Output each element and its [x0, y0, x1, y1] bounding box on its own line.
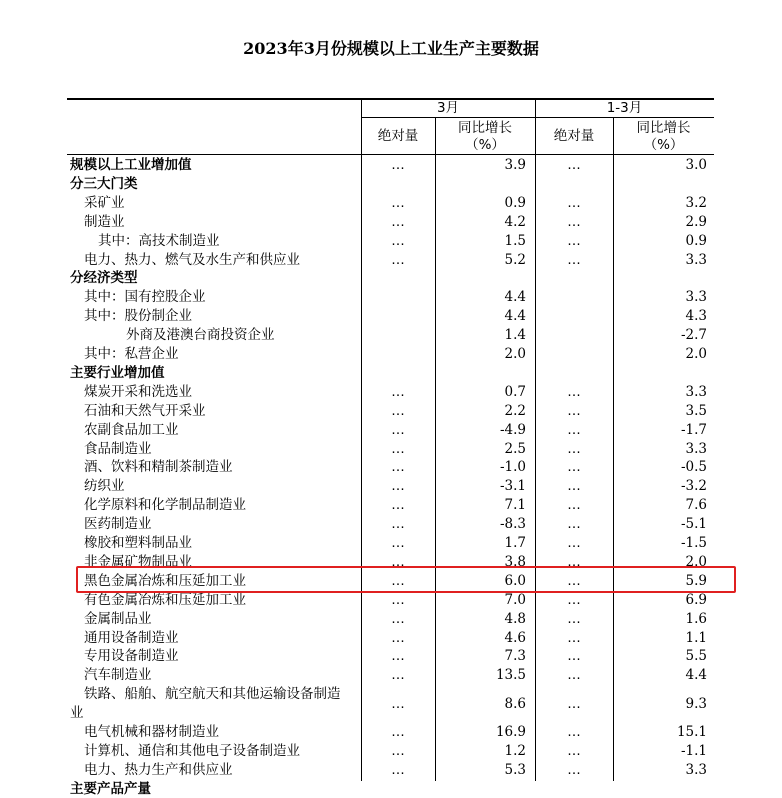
row-growth-march: 4.2	[504, 213, 526, 230]
row-growth-q1: -2.7	[680, 327, 707, 344]
row-growth-q1: 1.6	[685, 610, 707, 627]
header-growth-2-unit: （%）	[643, 137, 684, 153]
row-abs-march: …	[391, 591, 405, 608]
row-growth-march: 0.9	[504, 194, 526, 211]
row-label: 其中：股份制企业	[84, 308, 192, 325]
row-abs-march: …	[391, 553, 405, 570]
row-label: 橡胶和塑料制品业	[84, 535, 192, 551]
row-label: 酒、饮料和精制茶制造业	[84, 459, 233, 476]
row-growth-q1: 2.0	[685, 553, 707, 570]
row-growth-march: 4.4	[504, 289, 526, 306]
row-abs-q1: …	[567, 232, 581, 249]
row-growth-q1: 7.6	[685, 497, 707, 514]
row-label: 主要产品产量	[70, 780, 151, 797]
row-growth-march: 2.0	[504, 346, 526, 362]
row-growth-march: 2.2	[504, 402, 526, 419]
row-label: 电气机械和器材制造业	[84, 724, 219, 740]
row-abs-q1: …	[567, 553, 581, 570]
row-abs-march: …	[391, 232, 405, 249]
row-label: 采矿业	[84, 194, 125, 211]
row-label: 纺织业	[84, 478, 125, 495]
row-growth-march: 4.6	[504, 629, 526, 646]
row-abs-q1: …	[567, 667, 581, 684]
row-growth-march: 1.4	[504, 327, 526, 344]
row-abs-q1: …	[567, 383, 581, 400]
row-growth-q1: -3.2	[680, 478, 707, 495]
row-growth-q1: 3.3	[685, 383, 707, 400]
row-growth-march: 1.2	[504, 742, 526, 759]
row-abs-q1: …	[567, 535, 581, 551]
row-abs-march: …	[391, 459, 405, 476]
row-abs-march: …	[391, 157, 405, 173]
row-growth-march: 6.0	[504, 572, 526, 589]
header-growth-1-unit: （%）	[465, 137, 505, 153]
row-growth-march: 2.5	[504, 440, 526, 457]
row-growth-q1: 6.9	[685, 591, 707, 608]
row-abs-q1: …	[567, 591, 581, 608]
row-abs-q1: …	[567, 516, 581, 533]
row-abs-q1: …	[567, 610, 581, 627]
row-growth-march: 7.3	[504, 648, 526, 665]
row-growth-march: 0.7	[504, 383, 526, 400]
row-growth-q1: 2.9	[685, 213, 707, 230]
row-growth-q1: 4.3	[685, 308, 707, 325]
header-bottom-rule	[67, 154, 714, 155]
row-label: 其中：高技术制造业	[98, 232, 220, 249]
row-label: 外商及港澳台商投资企业	[126, 327, 275, 344]
row-growth-march: 7.0	[504, 591, 526, 608]
row-growth-march: 16.9	[495, 724, 526, 740]
row-abs-q1: …	[567, 478, 581, 495]
row-label: 石油和天然气开采业	[84, 402, 206, 419]
header-period-march: 3月	[436, 100, 460, 116]
row-abs-march: …	[391, 629, 405, 646]
row-growth-q1: 15.1	[676, 724, 707, 740]
row-growth-march: -4.9	[499, 421, 526, 438]
row-growth-march: 13.5	[495, 667, 526, 684]
header-abs-1: 绝对量	[377, 128, 419, 144]
row-label: 有色金属冶炼和压延加工业	[84, 591, 246, 608]
row-growth-march: -3.1	[499, 478, 526, 495]
row-abs-march: …	[391, 402, 405, 419]
row-abs-march: …	[391, 194, 405, 211]
row-abs-march: …	[391, 383, 405, 400]
row-growth-march: 4.8	[504, 610, 526, 627]
row-growth-q1: 3.3	[685, 440, 707, 457]
row-abs-march: …	[391, 610, 405, 627]
header-period-q1: 1-3月	[606, 100, 643, 116]
row-label: 分经济类型	[70, 270, 138, 287]
row-label: 专用设备制造业	[84, 648, 179, 665]
row-label: 分三大门类	[70, 175, 138, 192]
row-abs-q1: …	[567, 213, 581, 230]
header-abs-2: 绝对量	[553, 128, 595, 144]
row-growth-q1: 3.3	[685, 289, 707, 306]
row-label: 黑色金属冶炼和压延加工业	[84, 572, 246, 589]
row-abs-march: …	[391, 251, 405, 268]
row-abs-march: …	[391, 497, 405, 514]
row-abs-march: …	[391, 667, 405, 684]
row-growth-march: 5.3	[504, 761, 526, 778]
row-label: 其中：私营企业	[84, 346, 179, 362]
header-growth-1: 同比增长	[458, 120, 512, 136]
row-label: 农副食品加工业	[84, 421, 179, 438]
row-abs-march: …	[391, 761, 405, 778]
row-growth-q1: 5.9	[685, 572, 707, 589]
row-growth-march: 5.2	[504, 251, 526, 268]
row-growth-march: -1.0	[499, 459, 526, 476]
row-growth-march: 7.1	[504, 497, 526, 514]
row-growth-q1: 5.5	[685, 648, 707, 665]
row-label: 电力、热力生产和供应业	[84, 761, 233, 778]
row-abs-march: …	[391, 742, 405, 759]
row-abs-q1: …	[567, 724, 581, 740]
row-growth-q1: -1.7	[680, 421, 707, 438]
row-growth-q1: 3.3	[685, 251, 707, 268]
row-abs-march: …	[391, 695, 405, 712]
row-growth-q1: 4.4	[685, 667, 707, 684]
row-abs-q1: …	[567, 251, 581, 268]
row-abs-march: …	[391, 213, 405, 230]
row-abs-march: …	[391, 440, 405, 457]
row-label: 医药制造业	[84, 516, 152, 533]
page-title: 2023年3月份规模以上工业生产主要数据	[243, 39, 539, 58]
row-growth-march: -8.3	[499, 516, 526, 533]
header-sub-rule	[361, 117, 714, 118]
row-growth-q1: 0.9	[685, 232, 707, 249]
row-growth-q1: -1.5	[680, 535, 707, 551]
row-abs-march: …	[391, 478, 405, 495]
row-label: 计算机、通信和其他电子设备制造业	[84, 742, 300, 759]
row-growth-q1: -1.1	[680, 742, 707, 759]
row-label: 其中：国有控股企业	[84, 289, 206, 306]
row-abs-q1: …	[567, 194, 581, 211]
row-abs-q1: …	[567, 402, 581, 419]
row-label: 食品制造业	[84, 440, 152, 457]
row-growth-q1: 9.3	[685, 695, 707, 712]
row-label: 铁路、船舶、航空航天和其他运输设备制造	[84, 686, 341, 703]
row-label: 汽车制造业	[84, 667, 152, 684]
row-growth-q1: 1.1	[685, 629, 707, 646]
row-growth-march: 4.4	[504, 308, 526, 325]
row-abs-q1: …	[567, 440, 581, 457]
row-growth-q1: 3.0	[685, 157, 707, 173]
row-abs-q1: …	[567, 695, 581, 712]
row-growth-q1: -5.1	[680, 516, 707, 533]
row-growth-q1: 3.2	[685, 194, 707, 211]
row-abs-q1: …	[567, 629, 581, 646]
row-label: 电力、热力、燃气及水生产和供应业	[84, 251, 300, 268]
row-growth-march: 1.5	[504, 232, 526, 249]
row-label: 化学原料和化学制品制造业	[84, 497, 246, 514]
row-growth-q1: 3.3	[685, 761, 707, 778]
row-growth-march: 3.9	[504, 157, 526, 173]
row-label: 通用设备制造业	[84, 629, 179, 646]
row-abs-q1: …	[567, 572, 581, 589]
row-growth-q1: -0.5	[680, 459, 707, 476]
row-abs-march: …	[391, 516, 405, 533]
row-abs-march: …	[391, 535, 405, 551]
row-abs-q1: …	[567, 648, 581, 665]
row-abs-q1: …	[567, 761, 581, 778]
row-growth-march: 3.8	[504, 553, 526, 570]
highlight-box	[76, 566, 736, 593]
row-label: 制造业	[84, 213, 125, 230]
row-growth-q1: 2.0	[685, 346, 707, 362]
row-label: 规模以上工业增加值	[70, 157, 192, 173]
row-label: 金属制品业	[84, 610, 152, 627]
row-abs-q1: …	[567, 157, 581, 173]
row-label-continued: 业	[70, 705, 84, 722]
row-abs-march: …	[391, 724, 405, 740]
row-abs-q1: …	[567, 421, 581, 438]
header-growth-2: 同比增长	[636, 120, 691, 136]
row-growth-march: 1.7	[504, 535, 526, 551]
row-abs-q1: …	[567, 497, 581, 514]
row-growth-q1: 3.5	[685, 402, 707, 419]
row-label: 非金属矿物制品业	[84, 553, 192, 570]
row-abs-q1: …	[567, 459, 581, 476]
row-abs-q1: …	[567, 742, 581, 759]
row-abs-march: …	[391, 572, 405, 589]
row-growth-march: 8.6	[504, 695, 526, 712]
row-abs-march: …	[391, 421, 405, 438]
row-abs-march: …	[391, 648, 405, 665]
row-label: 主要行业增加值	[70, 364, 165, 381]
row-label: 煤炭开采和洗选业	[84, 383, 192, 400]
